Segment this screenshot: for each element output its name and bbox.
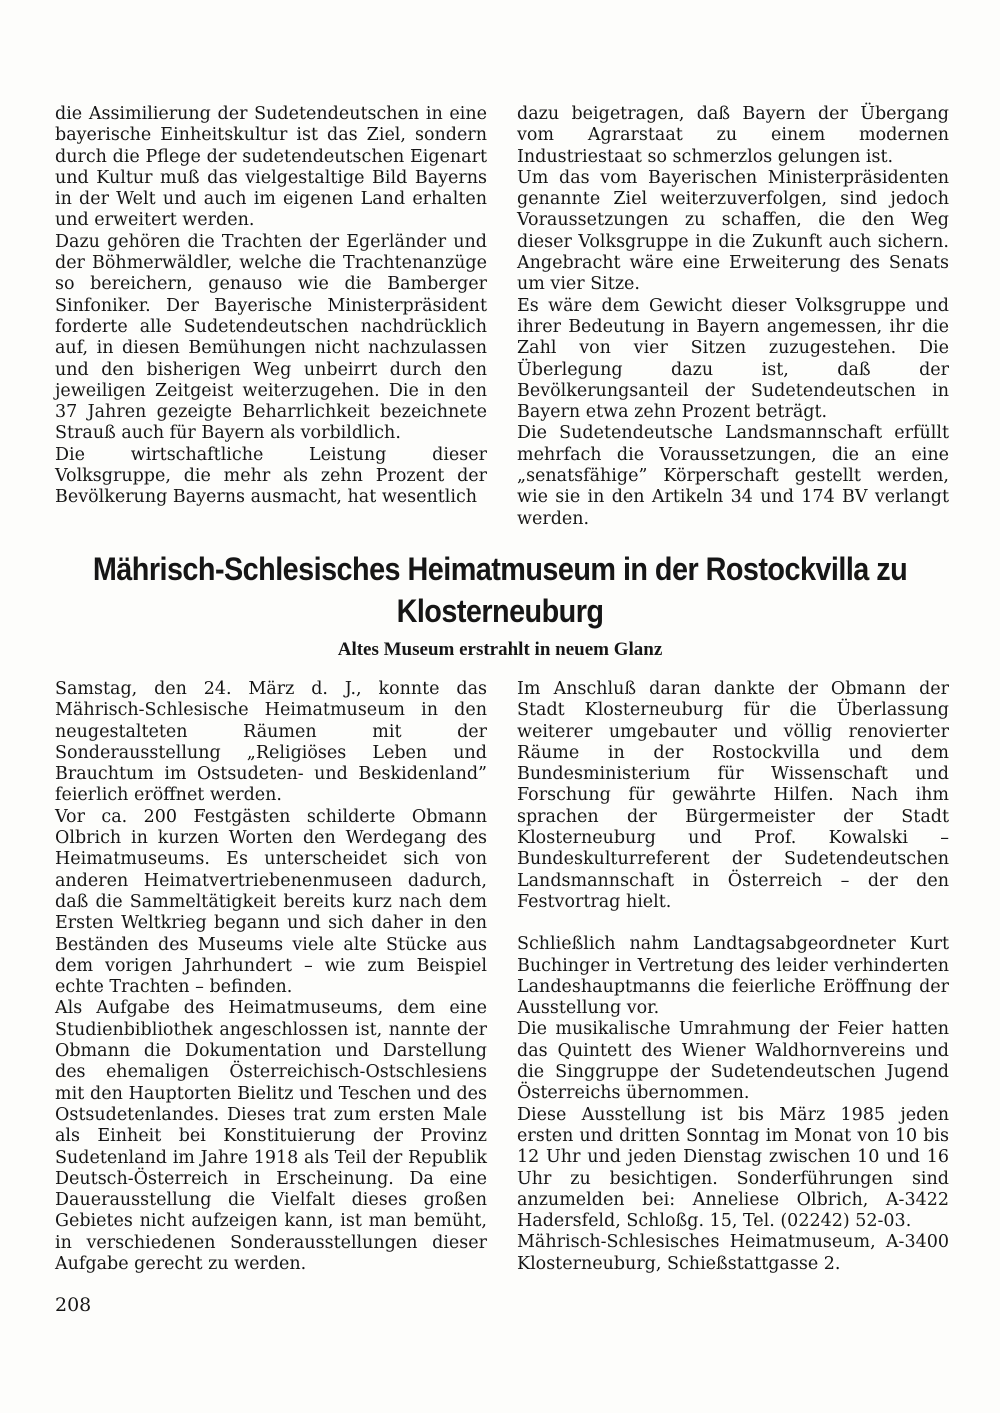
paragraph: Diese Ausstellung ist bis März 1985 jeden ersten und dritten Sonntag im Monat von 10 bis 12 Uhr und jeden Dienstag zwischen 10 und 16 Uhr zu besichtigen. Sonderführungen sind anzumelden bei: Anneliese Olbrich, A-3422 Hadersfeld, Schloßg. 15, Tel. (02242) 52-03. <box>517 1104 949 1232</box>
paragraph: die Assimilierung der Sudetendeutschen in eine bayerische Einheitskultur ist das Ziel, sondern durch die Pflege der sudetendeutschen Eigenart und Kultur muß das vielgestaltige Bild Bayerns in der Welt und auch im eigenen Land erhalten und erweitert werden. <box>55 104 487 231</box>
paragraph: Schließlich nahm Landtagsabgeordneter Kurt Buchinger in Vertretung des leider verhinderten Landeshauptmanns die feierliche Eröffnung der Ausstellung vor. <box>517 934 949 1019</box>
paragraph: Um das vom Bayerischen Ministerpräsidenten genannte Ziel weiterzuverfolgen, sind jedoch Voraussetzungen zu schaffen, die den Weg dieser Volksgruppe in die Zukunft auch sichern. Angebracht wäre eine Erweiterung des Senats um vier Sitze. <box>517 167 949 295</box>
paragraph: Als Aufgabe des Heimatmuseums, dem eine Studienbibliothek angeschlossen ist, nannte der Obmann die Dokumentation und Darstellung des ehemaligen Österreichisch-Ostschlesiens mit den Hauptorten Bielitz und Teschen und des Ostsudetenlandes. Dieses trat zum ersten Male als Einheit bei Konstituierung der Provinz Sudetenland im Jahre 1918 als Teil der Republik Deutsch-Österreich in Erscheinung. Da eine Dauerausstellung die Vielfalt dieses großen Gebietes nicht aufzeigen kann, ist man bemüht, in verschiedenen Sonderausstellungen dieser Aufgabe gerecht zu werden. <box>55 998 487 1275</box>
paragraph: Die Sudetendeutsche Landsmannschaft erfüllt mehrfach die Voraussetzungen, die an eine „senatsfähige” Körperschaft gestellt werden, wie sie in den Artikeln 34 und 174 BV verlangt werden. <box>517 423 949 529</box>
paragraph: Die musikalische Umrahmung der Feier hatten das Quintett des Wiener Waldhornvereins und die Singgruppe der Sudetendeutschen Jugend Österreichs übernommen. <box>517 1019 949 1104</box>
intro-right-column <box>517 104 949 530</box>
paragraph: Mährisch-Schlesisches Heimatmuseum, A-3400 Klosterneuburg, Schießstattgasse 2. <box>517 1232 949 1274</box>
paragraph: Es wäre dem Gewicht dieser Volksgruppe und ihrer Bedeutung in Bayern angemessen, ihr die Zahl von vier Sitzen zuzugestehen. Die Überlegung dazu ist, daß der Bevölkerungsanteil der Sudetendeutschen in Bayern etwa zehn Prozent beträgt. <box>517 295 949 423</box>
paragraph: Vor ca. 200 Festgästen schilderte Obmann Olbrich in kurzen Worten den Werdegang des Heimatmuseums. Es unterscheidet sich von anderen Heimatvertriebenenmuseen dadurch, daß die Sammeltätigkeit bereits kurz nach dem Ersten Weltkrieg begann und sich daher in den Beständen des Museums viele alte Stücke aus dem vorigen Jahrhundert – wie zum Beispiel echte Trachten – befinden. <box>55 806 487 998</box>
intro-left-column <box>55 104 487 509</box>
article-right-column <box>517 679 949 1275</box>
article-headline <box>86 548 914 632</box>
paragraph: dazu beigetragen, daß Bayern der Übergang vom Agrarstaat zu einem modernen Industriestaat so schmerzlos gelungen ist. <box>517 104 949 167</box>
headline-line-2: Klosterneuburg <box>396 593 604 629</box>
article-left-column <box>55 679 487 1275</box>
paragraph: Dazu gehören die Trachten der Egerländer und der Böhmerwäldler, welche die Trachtenanzüge so bereichern, genauso wie die Bamberger Sinfoniker. Der Bayerische Ministerpräsident forderte alle Sudetendeutschen nachdrücklich auf, in diesen Bemühungen nicht nachzulassen und den bisherigen Weg unbeirrt durch den jeweiligen Zeitgeist weiterzugehen. Die in den 37 Jahren gezeigte Beharrlichkeit bezeichnete Strauß auch für Bayern als vorbildlich. <box>55 231 487 444</box>
paragraph: Die wirtschaftliche Leistung dieser Volksgruppe, die mehr als zehn Prozent der Bevölkerung Bayerns ausmacht, hat wesentlich <box>55 444 487 508</box>
page-number: 208 <box>55 1294 92 1316</box>
paragraph: Samstag, den 24. März d. J., konnte das Mährisch-Schlesische Heimatmuseum in den neugestalteten Räumen mit der Sonderausstellung „Religiöses Leben und Brauchtum im Ostsudeten- und Beskidenland” feierlich eröffnet werden. <box>55 679 487 806</box>
article-subheadline: Altes Museum erstrahlt in neuem Glanz <box>337 639 663 660</box>
headline-line-1: Mährisch-Schlesisches Heimatmuseum in der Rostockvilla zu <box>92 551 908 587</box>
paragraph: Im Anschluß daran dankte der Obmann der Stadt Klosterneuburg für die Überlassung weiterer umgebauter und völlig renovierter Räume in der Rostockvilla und dem Bundesministerium für Wissenschaft und Forschung für gewährte Hilfen. Nach ihm sprachen der Bürgermeister der Stadt Klosterneuburg und Prof. Kowalski – Bundeskulturreferent der Sudetendeutschen Landsmannschaft in Österreich – der den Festvortrag hielt. <box>517 679 949 912</box>
